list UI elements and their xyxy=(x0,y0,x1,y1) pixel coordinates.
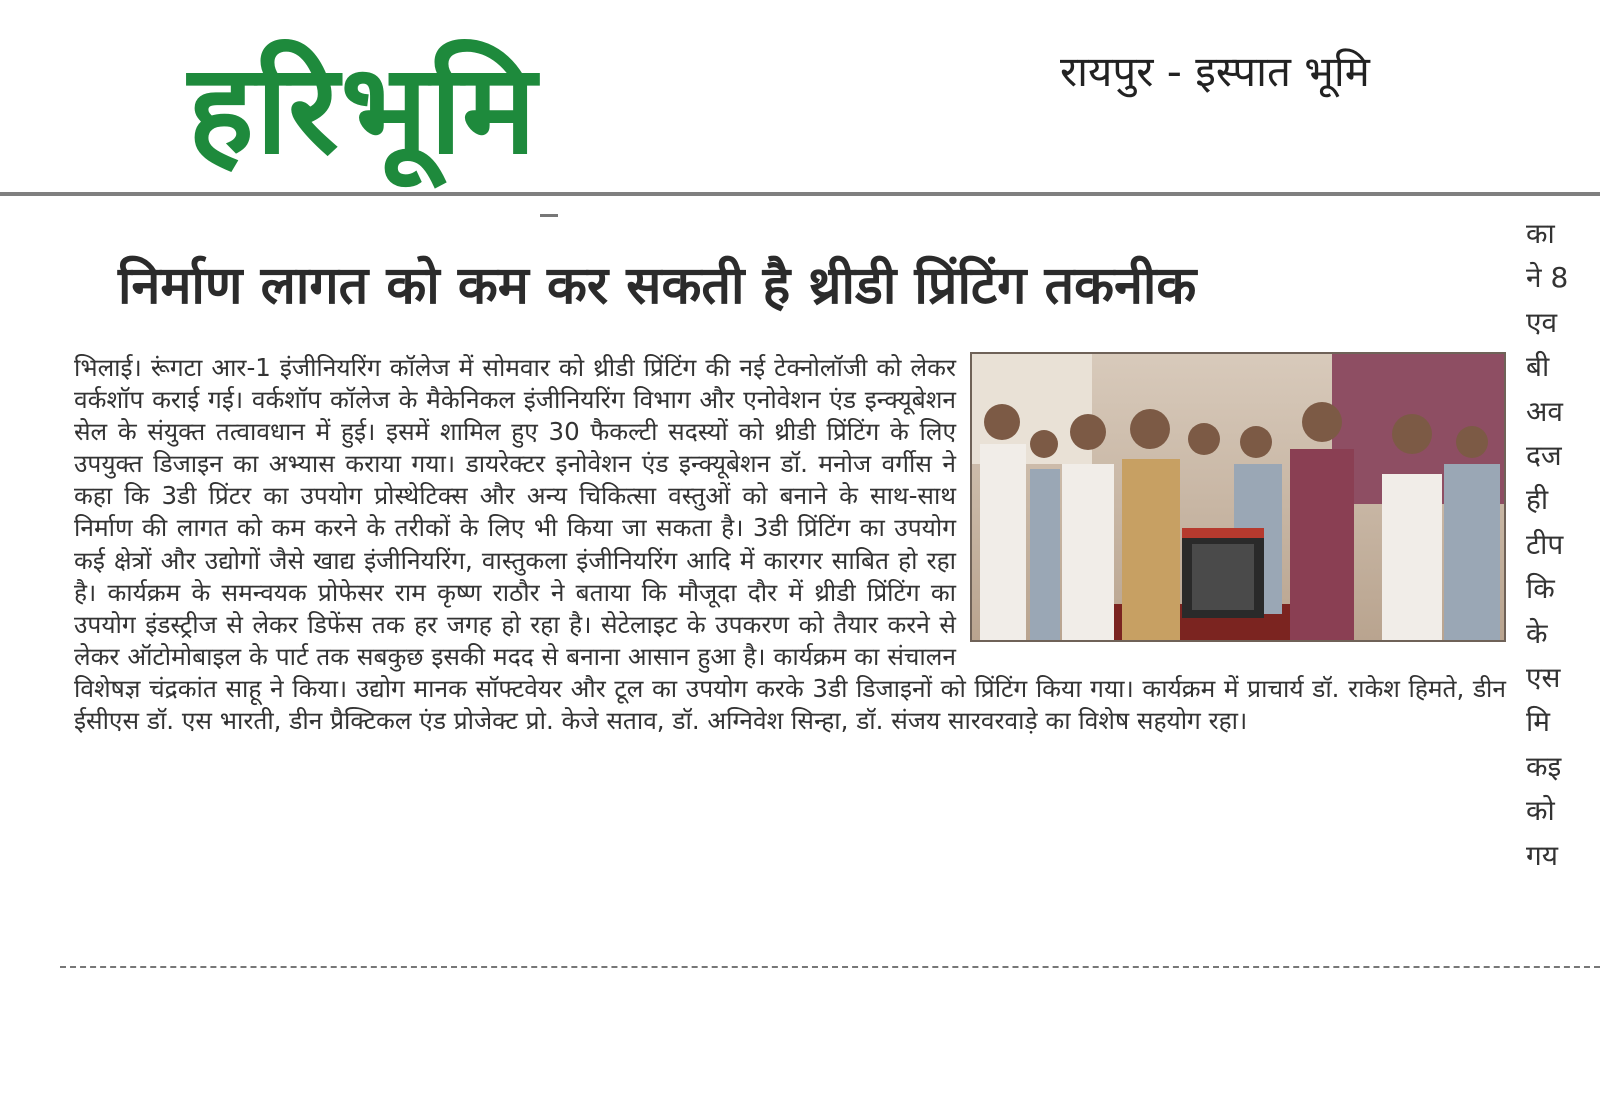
newspaper-logo: हरिभूमि xyxy=(188,38,539,182)
article-headline: निर्माण लागत को कम कर सकती है थ्रीडी प्रिंटिंग तकनीक xyxy=(118,256,1197,316)
side-fragment: एस xyxy=(1526,661,1561,695)
side-fragment: ने 8 xyxy=(1526,261,1569,295)
article-body-text: भिलाई। रूंगटा आर-1 इंजीनियरिंग कॉलेज में सोमवार को थ्रीडी प्रिंटिंग की नई टेक्नोलॉजी को लेकर वर्कशॉप कराई गई। वर्कशॉप कॉलेज के मैकेनिकल इंजीनियरिंग विभाग और एनोवेशन एंड इन्क्यूबेशन सेल के संयुक्त तत्वावधान में हुई। इसमें शामिल हुए 30 फैकल्टी सदस्यों को थ्रीडी प्रिंटिंग के लिए उपयुक्त डिजाइन का अभ्यास कराया गया। डायरेक्टर इनोवेशन एंड इन्क्यूबेशन डॉ. मनोज वर्गीस ने कहा कि 3डी प्रिंटर का उपयोग प्रोस्थेटिक्स और अन्य चिकित्सा वस्तुओं को बनाने के साथ-साथ निर्माण की लागत को कम करने के तरीकों के लिए भी किया जा सकता है। 3डी प्रिंटिंग का उपयोग कई क्षेत्रों और उद्योगों जैसे खाद्य इंजीनियरिंग, वास्तुकला इंजीनियरिंग आदि में कारगर साबित हो रहा है। कार्यक्रम के समन्वयक प्रोफेसर राम कृष्ण राठौर ने बताया कि मौजूदा दौर में थ्रीडी प्रिंटिंग का उपयोग इंडस्ट्रीज से लेकर डिफेंस तक हर जगह हो रहा है। सेटेलाइट के उपकरण को तैयार करने से लेकर ऑटोमोबाइल के पार्ट तक सबकुछ इसकी मदद से बनाना आसान हुआ है। कार्यक्रम का संचालन विशेषज्ञ चंद्रकांत साहू ने किया। उद्योग मानक सॉफ्टवेयर और टूल का उपयोग करके 3डी डिजाइनों को प्रिंटिंग किया गया। कार्यक्रम में प्राचार्य डॉ. राकेश हिमते, डीन ईसीएस डॉ. एस भारती, डीन प्रैक्टिकल एंड प्रोजेक्ट प्रो. केजे सताव, डॉ. अग्निवेश सिन्हा, डॉ. संजय सारवरवाड़े का विशेष सहयोग रहा। xyxy=(74,353,1506,736)
article-body-block xyxy=(74,352,1506,737)
side-fragment: अव xyxy=(1526,394,1563,428)
group-photo-illustration xyxy=(972,354,1504,640)
side-fragment: मि xyxy=(1526,705,1550,739)
side-fragment: एव xyxy=(1526,305,1558,339)
side-fragment: कि xyxy=(1526,572,1555,606)
divider-mark xyxy=(540,214,558,217)
edition-label: रायपुर - इस्पात भूमि xyxy=(1060,47,1370,96)
side-fragment: गय xyxy=(1526,838,1559,872)
masthead-divider xyxy=(0,192,1600,196)
side-fragment: ही xyxy=(1526,483,1549,517)
adjacent-column-fragments xyxy=(1526,212,1600,932)
side-fragment: को xyxy=(1526,794,1555,828)
side-fragment: बी xyxy=(1526,350,1550,384)
side-fragment: कइ xyxy=(1526,749,1562,783)
article-photo xyxy=(970,352,1506,642)
article-separator xyxy=(60,966,1600,968)
side-fragment: के xyxy=(1526,616,1548,650)
side-fragment: दज xyxy=(1526,439,1562,473)
side-fragment: टीप xyxy=(1526,527,1564,561)
side-fragment: का xyxy=(1526,217,1555,250)
